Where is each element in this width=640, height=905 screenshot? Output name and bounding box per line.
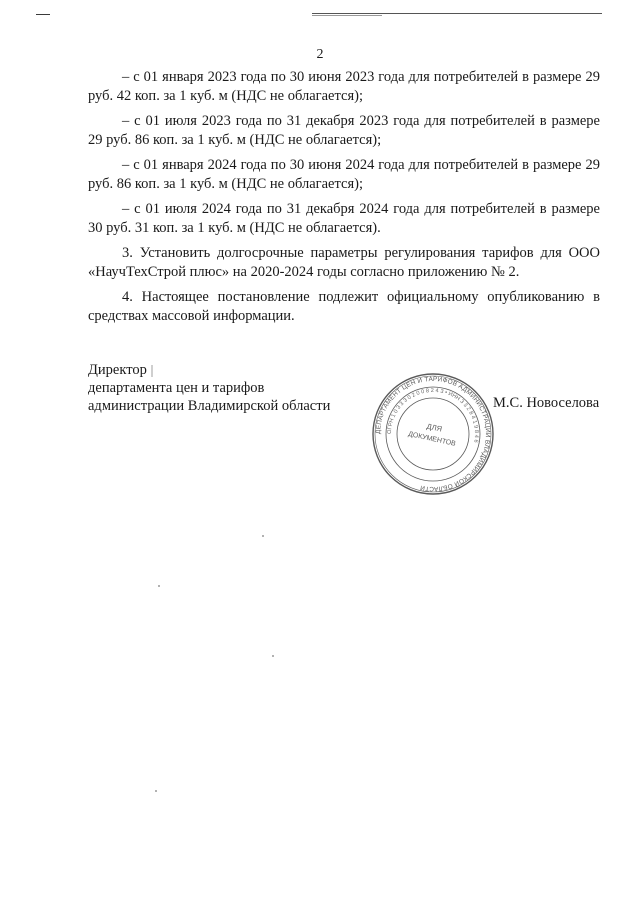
clause-4: 4. Настоящее постановление подлежит официальному опубликованию в средствах массовой информации. — [88, 289, 600, 324]
seal-center-text: ДЛЯ — [425, 421, 443, 434]
scan-speck — [155, 790, 157, 792]
seal-center-text: ДОКУМЕНТОВ — [407, 430, 457, 448]
scan-speck — [272, 655, 274, 657]
signature-mark — [151, 365, 153, 377]
position-line: администрации Владимирской области — [88, 398, 331, 414]
tariff-period-item: – с 01 января 2023 года по 30 июня 2023 года для потребителей в размере 29 руб. 42 коп. за 1 куб. м (НДС не облагается); — [88, 69, 600, 104]
page-number: 2 — [316, 47, 324, 62]
signer-name: М.С. Новоселова — [493, 395, 600, 411]
scan-artifact-line — [312, 13, 602, 14]
position-line: департамента цен и тарифов — [88, 380, 265, 396]
scan-speck — [262, 535, 264, 537]
seal-inner-text: ОГРН 1 0 3 3 3 0 2 0 0 8 2 4 3 • ИНН 3 3 2 8 4 1 9 8 4 6 — [386, 387, 480, 444]
position-line: Директор — [88, 362, 147, 378]
tariff-period-item: – с 01 января 2024 года по 30 июня 2024 года для потребителей в размере 29 руб. 86 коп. за 1 куб. м (НДС не облагается); — [88, 157, 600, 192]
scan-artifact-line — [36, 14, 50, 15]
svg-text:ОГРН 1 0 3 3 3 0 2 0 0 8 2 4 3 — [387, 388, 479, 443]
document-body — [88, 68, 600, 332]
tariff-period-item: – с 01 июля 2024 года по 31 декабря 2024 года для потребителей в размере 30 руб. 31 коп. за 1 куб. м (НДС не облагается). — [88, 201, 600, 236]
official-seal-icon — [371, 372, 495, 496]
seal-outer-text: ДЕПАРТАМЕНТ ЦЕН И ТАРИФОВ АДМИНИСТРАЦИИ ВЛАДИМИРСКОЙ ОБЛАСТИ — [374, 375, 492, 493]
tariff-period-item: – с 01 июля 2023 года по 31 декабря 2023 года для потребителей в размере 29 руб. 86 коп. за 1 куб. м (НДС не облагается); — [88, 113, 600, 148]
scan-artifact-line — [312, 15, 382, 16]
clause-3: 3. Установить долгосрочные параметры регулирования тарифов для ООО «НаучТехСтрой плюс» на 2020-2024 годы согласно приложению № 2. — [88, 245, 600, 280]
scan-speck — [158, 585, 160, 587]
signatory-position — [88, 361, 330, 415]
